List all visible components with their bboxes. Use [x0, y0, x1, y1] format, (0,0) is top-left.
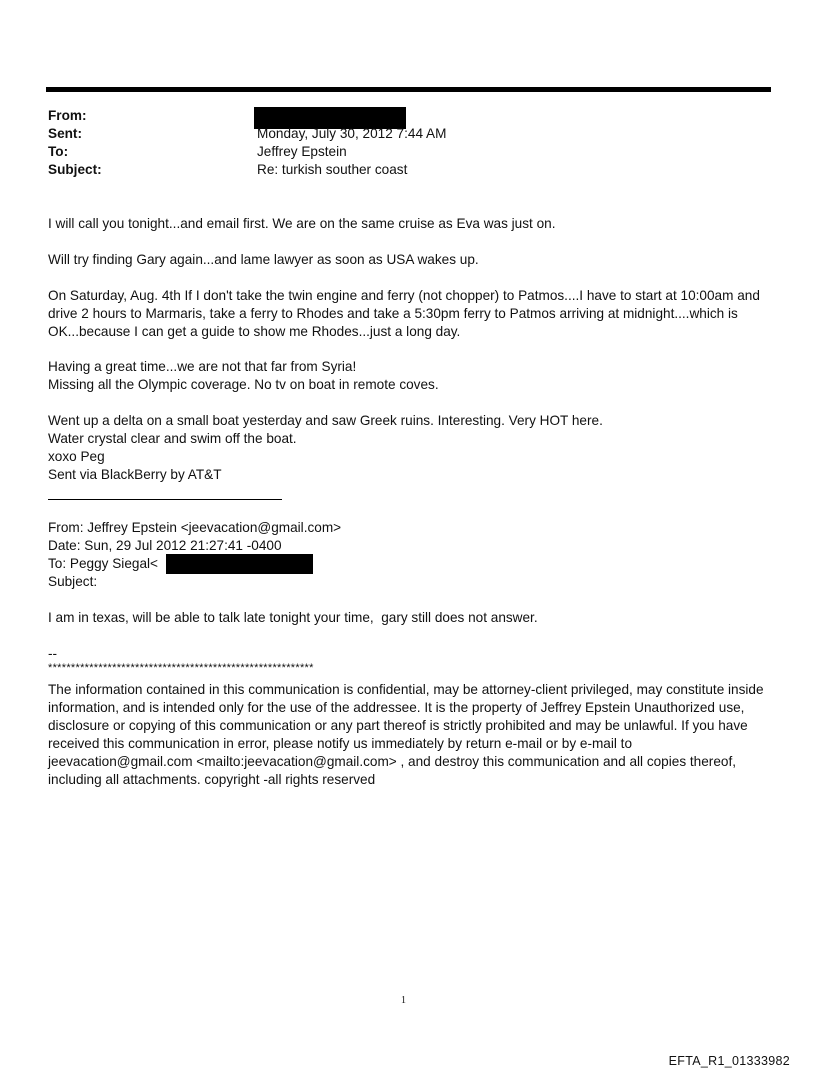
to-label: To: — [48, 144, 69, 159]
quoted-to: To: Peggy Siegal< — [48, 556, 158, 571]
body-paragraph-3: On Saturday, Aug. 4th If I don't take the twin engine and ferry (not chopper) to Patmos....I have to start at 10:00am and drive 2 hours to Marmaris, take a ferry to Rhodes and take a 5:30pm ferry to Patmos arriving at midnight....which is OK...because I can get a guide to show me Rhodes...just a long day. — [48, 288, 764, 339]
page-number: 1 — [401, 995, 406, 1006]
body-paragraph-2: Will try finding Gary again...and lame lawyer as soon as USA wakes up. — [48, 252, 479, 267]
disclaimer-stars: ********************************************************** — [48, 662, 314, 674]
top-rule — [46, 87, 771, 92]
signature-dash: -- — [48, 646, 58, 661]
header-from-row — [48, 107, 768, 125]
subject-value: Re: turkish souther coast — [257, 162, 408, 177]
body-paragraph-1: I will call you tonight...and email first. We are on the same cruise as Eva was just on. — [48, 216, 556, 231]
sent-label: Sent: — [48, 126, 82, 141]
quoted-from: From: Jeffrey Epstein <jeevacation@gmail.com> — [48, 520, 342, 535]
redacted-recipient — [166, 554, 313, 574]
quoted-subject: Subject: — [48, 574, 98, 589]
quote-separator — [48, 499, 282, 500]
email-header — [48, 107, 768, 179]
quoted-date: Date: Sun, 29 Jul 2012 21:27:41 -0400 — [48, 538, 282, 553]
document-id: EFTA_R1_01333982 — [668, 1054, 790, 1068]
quoted-message: I am in texas, will be able to talk late tonight your time, gary still does not answer. — [48, 610, 538, 625]
from-label: From: — [48, 108, 87, 123]
to-value: Jeffrey Epstein — [257, 144, 347, 159]
sent-value: Monday, July 30, 2012 7:44 AM — [257, 126, 447, 141]
body-paragraph-4: Having a great time...we are not that far from Syria! Missing all the Olympic coverage. No tv on boat in remote coves. — [48, 359, 439, 392]
header-to-row — [48, 143, 768, 161]
subject-label: Subject: — [48, 162, 102, 177]
header-sent-row — [48, 125, 768, 143]
body-paragraph-5: Went up a delta on a small boat yesterday and saw Greek ruins. Interesting. Very HOT here. Water crystal clear and swim off the boat. xoxo Peg Sent via BlackBerry by AT&T — [48, 413, 603, 482]
quoted-header — [48, 519, 341, 591]
disclaimer-text: The information contained in this communication is confidential, may be attorney-client privileged, may constitute inside information, and is intended only for the use of the addressee. It is the property of Jeffrey Epstein Unauthorized use, disclosure or copying of this communication or any part thereof is strictly prohibited and may be unlawful. If you have received this communication in error, please notify us immediately by return e-mail or by e-mail to jeevacation@gmail.com <mailto:jeevacation@gmail.com> , and destroy this communication and all copies thereof, including all attachments. copyright -all rights reserved — [48, 682, 768, 787]
header-subject-row — [48, 161, 768, 179]
